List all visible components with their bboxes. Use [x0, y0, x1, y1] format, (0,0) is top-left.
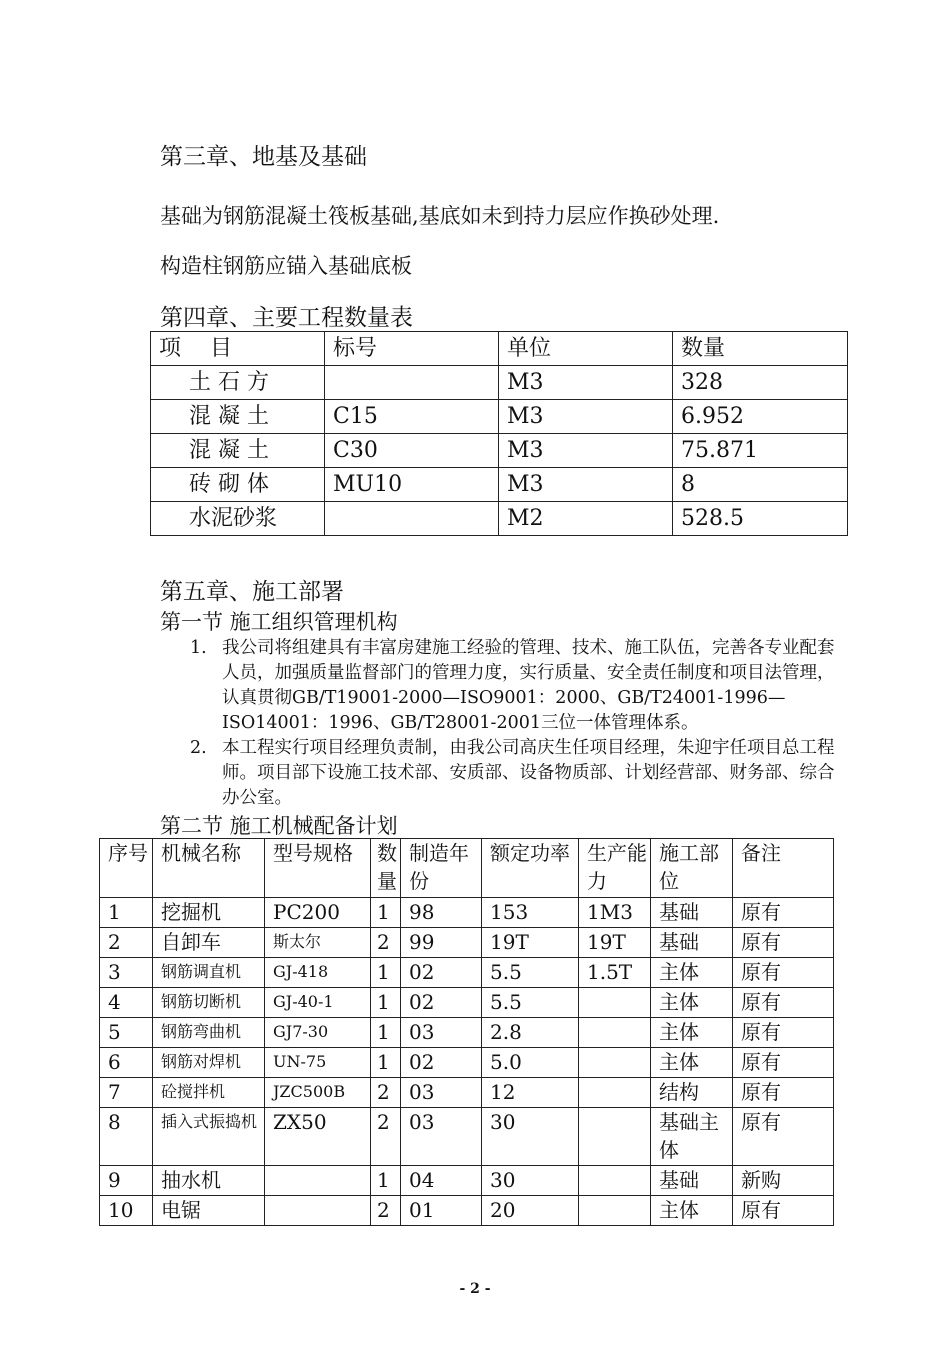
- cell: 02: [401, 1048, 482, 1078]
- cell: 1: [371, 988, 401, 1018]
- cell: 斯太尔: [265, 928, 371, 958]
- cell: 1: [100, 898, 153, 928]
- cell-quantity: 328: [673, 366, 848, 400]
- cell-grade: C30: [325, 434, 499, 468]
- cell: 1: [371, 1166, 401, 1196]
- header-year: 制造年份: [401, 839, 482, 898]
- cell: 1: [371, 958, 401, 988]
- cell: [579, 1078, 651, 1108]
- cell: 钢筋切断机: [153, 988, 265, 1018]
- cell: 基础: [651, 1166, 733, 1196]
- cell: 原有: [733, 958, 834, 988]
- cell: 98: [401, 898, 482, 928]
- machinery-table-header: [100, 839, 834, 898]
- cell: 主体: [651, 958, 733, 988]
- chapter3-paragraph-2: 构造柱钢筋应锚入基础底板: [160, 254, 412, 278]
- cell: 基础主体: [651, 1108, 733, 1166]
- quantity-table-header: [151, 332, 848, 366]
- cell: 主体: [651, 1196, 733, 1226]
- cell: 20: [482, 1196, 579, 1226]
- cell: 153: [482, 898, 579, 928]
- cell: 基础: [651, 898, 733, 928]
- table-row: [100, 1196, 834, 1226]
- table-row: [100, 988, 834, 1018]
- cell: JZC500B: [265, 1078, 371, 1108]
- cell: [579, 1018, 651, 1048]
- cell-grade: MU10: [325, 468, 499, 502]
- cell: 2: [371, 1108, 401, 1166]
- cell: GJ-40-1: [265, 988, 371, 1018]
- cell: 8: [100, 1108, 153, 1166]
- cell-quantity: 6.952: [673, 400, 848, 434]
- table-row: [151, 366, 848, 400]
- cell: 原有: [733, 1048, 834, 1078]
- header-model: 型号规格: [265, 839, 371, 898]
- cell: 2: [371, 1078, 401, 1108]
- cell: UN-75: [265, 1048, 371, 1078]
- cell-grade: [325, 366, 499, 400]
- cell: 9: [100, 1166, 153, 1196]
- cell: GJ-418: [265, 958, 371, 988]
- cell: 4: [100, 988, 153, 1018]
- header-capacity: 生产能力: [579, 839, 651, 898]
- header-rated-power: 额定功率: [482, 839, 579, 898]
- section2-title: 第二节 施工机械配备计划: [160, 814, 398, 838]
- table-row: [100, 958, 834, 988]
- cell: 结构: [651, 1078, 733, 1108]
- cell: 02: [401, 988, 482, 1018]
- cell-item: 混 凝 土: [151, 400, 325, 434]
- cell: 原有: [733, 1196, 834, 1226]
- cell: 30: [482, 1166, 579, 1196]
- cell: ZX50: [265, 1108, 371, 1166]
- cell: 03: [401, 1078, 482, 1108]
- header-item: 项 目: [151, 332, 325, 366]
- chapter3-paragraph-1: 基础为钢筋混凝土筏板基础,基底如未到持力层应作换砂处理.: [160, 204, 720, 228]
- cell: 2.8: [482, 1018, 579, 1048]
- cell: [579, 1048, 651, 1078]
- cell-item: 水泥砂浆: [151, 502, 325, 536]
- header-index: 序号: [100, 839, 153, 898]
- cell: [579, 1108, 651, 1166]
- cell: 03: [401, 1108, 482, 1166]
- cell: 砼搅拌机: [153, 1078, 265, 1108]
- cell: 19T: [482, 928, 579, 958]
- cell: GJ7-30: [265, 1018, 371, 1048]
- cell: [579, 1196, 651, 1226]
- chapter5-title: 第五章、施工部署: [160, 579, 344, 605]
- cell: 04: [401, 1166, 482, 1196]
- list-item: [190, 736, 850, 811]
- cell: 钢筋对焊机: [153, 1048, 265, 1078]
- page-number: - 2 -: [459, 1281, 491, 1297]
- cell: 10: [100, 1196, 153, 1226]
- cell-unit: M3: [499, 400, 673, 434]
- cell-item: 混 凝 土: [151, 434, 325, 468]
- cell: 主体: [651, 988, 733, 1018]
- cell-item: 砖 砌 体: [151, 468, 325, 502]
- section1-title: 第一节 施工组织管理机构: [160, 610, 398, 634]
- list-item-number: 2.: [190, 738, 207, 758]
- cell: 5.5: [482, 988, 579, 1018]
- header-count: 数量: [371, 839, 401, 898]
- cell: 30: [482, 1108, 579, 1166]
- cell: 5.5: [482, 958, 579, 988]
- table-row: [100, 1048, 834, 1078]
- table-row: [100, 1018, 834, 1048]
- header-remarks: 备注: [733, 839, 834, 898]
- cell-unit: M3: [499, 468, 673, 502]
- cell: [265, 1196, 371, 1226]
- list-item-text: 我公司将组建具有丰富房建施工经验的管理、技术、施工队伍，完善各专业配套人员，加强质量监督部门的管理力度，实行质量、安全责任制度和项目法管理，认真贯彻GB/T19001-2000—ISO9001：2000、GB/T24001-1996—ISO14001：1996、GB/T28001-2001三位一体管理体系。: [222, 638, 835, 733]
- cell: 03: [401, 1018, 482, 1048]
- cell: [579, 1166, 651, 1196]
- cell: 5.0: [482, 1048, 579, 1078]
- chapter3-title: 第三章、地基及基础: [160, 144, 367, 170]
- cell: [579, 988, 651, 1018]
- cell-item: 土 石 方: [151, 366, 325, 400]
- cell: PC200: [265, 898, 371, 928]
- cell: 原有: [733, 988, 834, 1018]
- list-item-text: 本工程实行项目经理负责制，由我公司高庆生任项目经理，朱迎宇任项目总工程师。项目部下设施工技术部、安质部、设备物质部、计划经营部、财务部、综合办公室。: [222, 738, 835, 808]
- cell: 原有: [733, 928, 834, 958]
- cell: 1: [371, 1018, 401, 1048]
- cell: 抽水机: [153, 1166, 265, 1196]
- cell-grade: [325, 502, 499, 536]
- cell: 自卸车: [153, 928, 265, 958]
- machinery-table: [99, 838, 834, 1226]
- cell-quantity: 528.5: [673, 502, 848, 536]
- table-row: [100, 898, 834, 928]
- table-row: [100, 928, 834, 958]
- cell: 原有: [733, 1108, 834, 1166]
- cell: 1: [371, 898, 401, 928]
- cell: 2: [371, 1196, 401, 1226]
- table-row: [151, 400, 848, 434]
- cell: 3: [100, 958, 153, 988]
- header-unit: 单位: [499, 332, 673, 366]
- cell-grade: C15: [325, 400, 499, 434]
- cell: 12: [482, 1078, 579, 1108]
- cell-quantity: 75.871: [673, 434, 848, 468]
- header-location: 施工部位: [651, 839, 733, 898]
- cell-unit: M3: [499, 366, 673, 400]
- table-row: [100, 1078, 834, 1108]
- quantity-table: [150, 331, 848, 536]
- header-grade: 标号: [325, 332, 499, 366]
- list-item-number: 1.: [190, 638, 207, 658]
- cell: 原有: [733, 1078, 834, 1108]
- cell: 钢筋调直机: [153, 958, 265, 988]
- cell: 6: [100, 1048, 153, 1078]
- cell: 5: [100, 1018, 153, 1048]
- cell-quantity: 8: [673, 468, 848, 502]
- cell: 1M3: [579, 898, 651, 928]
- table-row: [151, 434, 848, 468]
- cell: 1.5T: [579, 958, 651, 988]
- cell: 7: [100, 1078, 153, 1108]
- cell: 02: [401, 958, 482, 988]
- list-item: [190, 636, 850, 736]
- cell: 新购: [733, 1166, 834, 1196]
- organization-list: [190, 636, 850, 811]
- cell: 挖掘机: [153, 898, 265, 928]
- table-row: [100, 1108, 834, 1166]
- cell: 原有: [733, 898, 834, 928]
- cell: 2: [371, 928, 401, 958]
- cell: 主体: [651, 1048, 733, 1078]
- cell: 19T: [579, 928, 651, 958]
- table-row: [151, 502, 848, 536]
- cell: 基础: [651, 928, 733, 958]
- cell: 钢筋弯曲机: [153, 1018, 265, 1048]
- cell: 主体: [651, 1018, 733, 1048]
- header-quantity: 数量: [673, 332, 848, 366]
- cell: 1: [371, 1048, 401, 1078]
- cell: [265, 1166, 371, 1196]
- cell: 01: [401, 1196, 482, 1226]
- cell: 原有: [733, 1018, 834, 1048]
- cell-unit: M2: [499, 502, 673, 536]
- table-row: [100, 1166, 834, 1196]
- cell-unit: M3: [499, 434, 673, 468]
- cell: 99: [401, 928, 482, 958]
- table-row: [151, 468, 848, 502]
- cell: 插入式振捣机: [153, 1108, 265, 1166]
- header-machine-name: 机械名称: [153, 839, 265, 898]
- chapter4-title: 第四章、主要工程数量表: [160, 305, 413, 331]
- cell: 2: [100, 928, 153, 958]
- cell: 电锯: [153, 1196, 265, 1226]
